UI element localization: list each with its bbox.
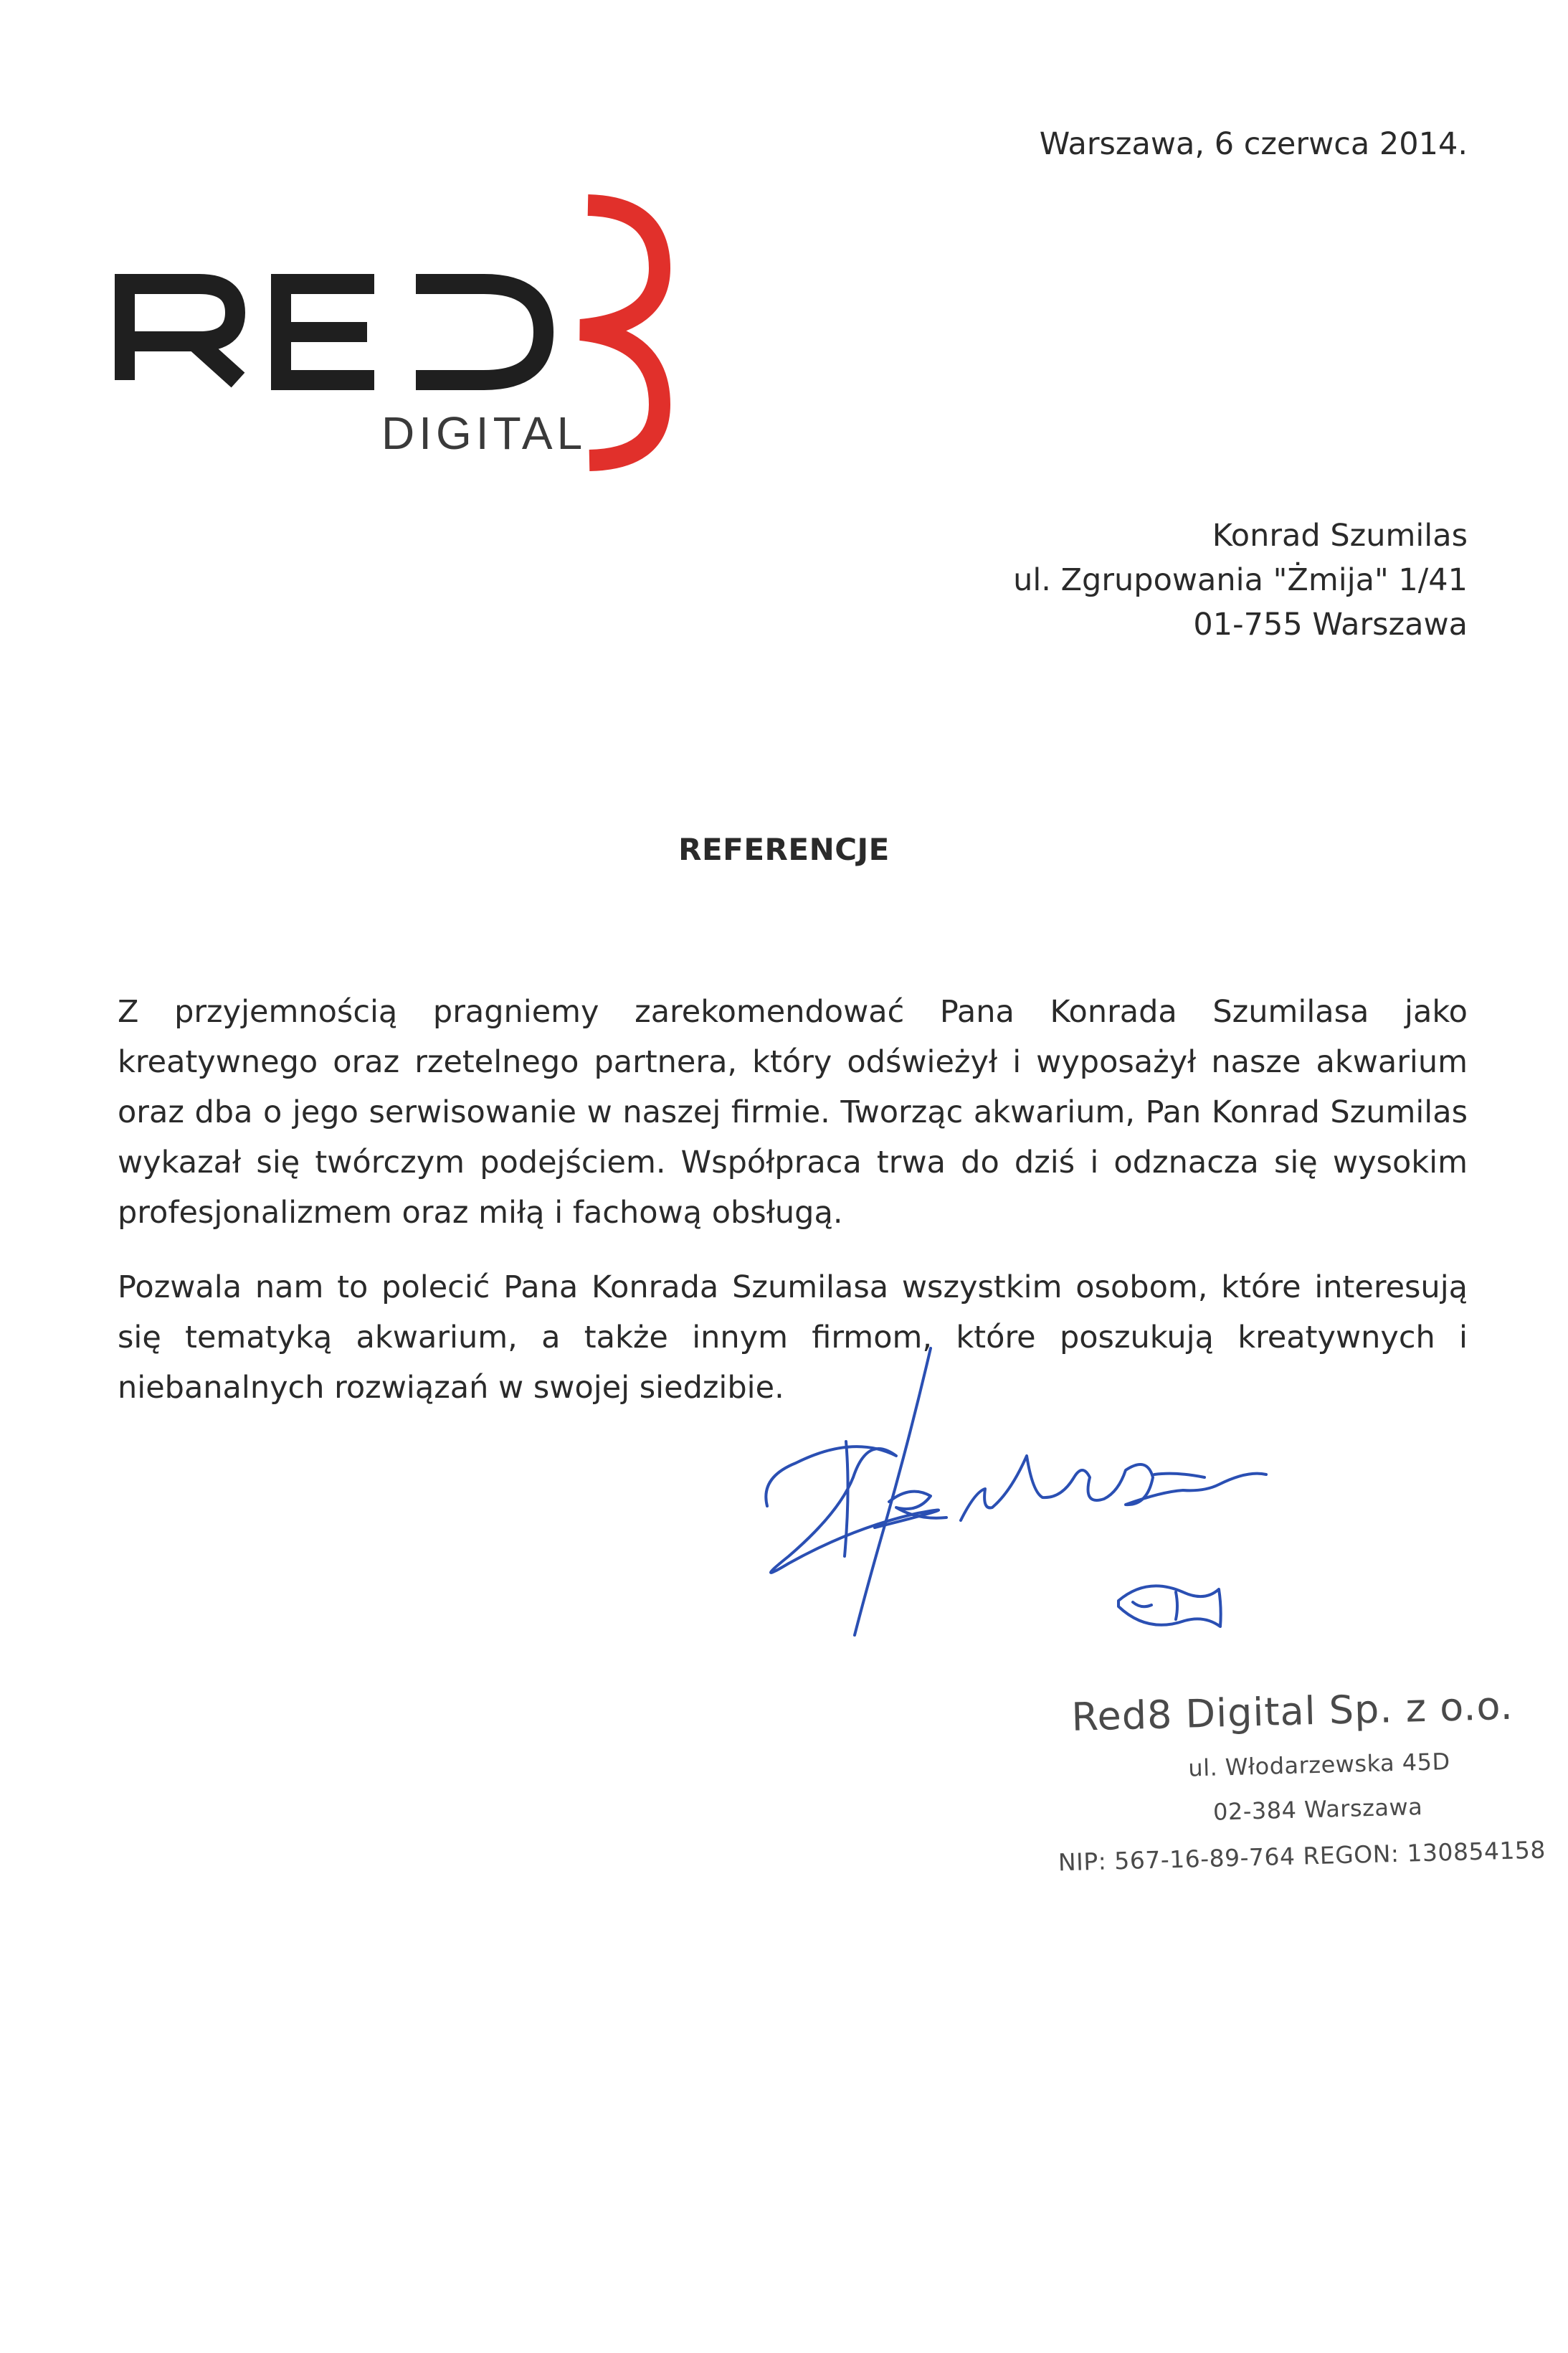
recipient-name: Konrad Szumilas (1212, 518, 1468, 554)
place-date: Warszawa, 6 czerwca 2014. (1039, 126, 1468, 162)
stamp-tax-ids: NIP: 567-16-89-764 REGON: 130854158 (1058, 1835, 1546, 1877)
document-title: REFERENCJE (678, 832, 890, 867)
logo-letter-r (125, 284, 238, 380)
stamp-company-name: Red8 Digital Sp. z o.o. (1070, 1682, 1514, 1740)
handwritten-signature (746, 1348, 1334, 1649)
fish-doodle-icon (1118, 1586, 1221, 1627)
recipient-city: 01-755 Warszawa (1193, 607, 1468, 643)
paragraph-1: Z przyjemnością pragniemy zarekomendować Pana Konrada Szumilasa jako kreatywnego oraz rzetelnego partnera, który odświeżył i wyposażył nasze akwarium oraz dba o jego serwisowanie w naszej firmie. Tworząc akwarium, Pan Konrad Szumilas wykazał się twórczym podejściem. Współpraca trwa do dziś i odznacza się wysokim profesjonalizmem oraz miłą i fachową obsługą. (118, 994, 1468, 1231)
logo-letter-e (281, 284, 374, 380)
recipient-address (1013, 513, 1468, 647)
paragraph-2: Pozwala nam to polecić Pana Konrada Szumilasa wszystkim osobom, które interesują się tematyką akwarium, a także innym firmom, które poszukują kreatywnych i niebanalnych rozwiązań w swojej siedzibie. (118, 1269, 1468, 1406)
stamp-street: ul. Włodarzewska 45D (1187, 1748, 1451, 1782)
logo-letter-d (416, 284, 543, 380)
logo-figure-8 (581, 205, 660, 460)
signature-drawing (746, 1348, 1334, 1649)
logo-graphic (115, 199, 717, 479)
company-stamp (1040, 1682, 1546, 1889)
stamp-city: 02-384 Warszawa (1212, 1793, 1423, 1826)
recipient-street: ul. Zgrupowania "Żmija" 1/41 (1013, 562, 1468, 598)
logo-digital-text: DIGITAL (381, 407, 587, 459)
red8-digital-logo (115, 199, 717, 479)
